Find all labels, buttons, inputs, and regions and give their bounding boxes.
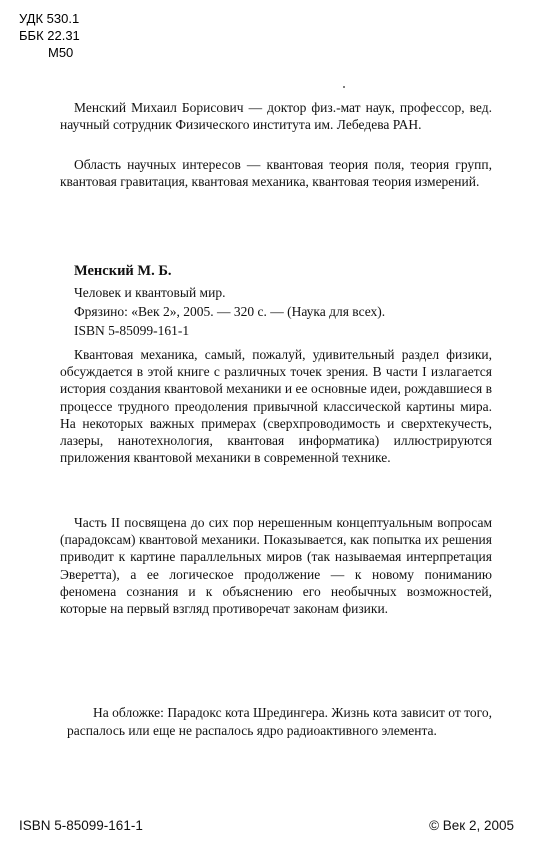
annotation-paragraph: Квантовая механика, самый, пожалуй, удивительный раздел физики, обсуждается в этой книге с различных точек зрения. В части I излагается история создания квантовой механики и ее основные идеи, рождавшиеся в процессе трудного преодоления привычной классической картины мира. На некоторых важных примерах (сверхпроводимость и сверхтекучесть, лазеры, нанотехнология, квантовая информатика) иллюстрируются приложения квантовой механики в современной технике. (60, 347, 492, 466)
print-speck (343, 86, 345, 88)
footer-isbn: ISBN 5-85099-161-1 (19, 818, 143, 833)
author-note: Менский Михаил Борисович — доктор физ.-мат наук, профессор, вед. научный сотрудник Физического института им. Лебедева РАН. (60, 100, 492, 132)
bibliographic-record (60, 262, 492, 340)
bbk-code: ББК 22.31 (19, 28, 80, 43)
footer-copyright: © Век 2, 2005 (429, 818, 514, 833)
udk-code: УДК 530.1 (19, 11, 80, 26)
biblio-title: Человек и квантовый мир. (74, 285, 226, 300)
biblio-imprint: Фрязино: «Век 2», 2005. — 320 с. — (Наука для всех). (74, 304, 386, 319)
biblio-author: Менский М. Б. (74, 263, 172, 279)
classification-codes (19, 10, 80, 61)
biblio-isbn: ISBN 5-85099-161-1 (74, 323, 190, 338)
footer (19, 818, 514, 833)
annotation-paragraph: Часть II посвящена до сих пор нерешенным концептуальным вопросам (парадоксам) квантовой механики. Показывается, как попытка их решения приводит к картине параллельных миров (так называемая интерпретация Эверетта), а ее логическое продолжение — к новому пониманию феномена сознания и к объяснению его необычных возможностей, которые на первый взгляд противоречат законам физики. (60, 515, 492, 617)
cover-note: На обложке: Парадокс кота Шредингера. Жизнь кота зависит от того, распалось или еще не распалось ядро радиоактивного элемента. (67, 705, 492, 738)
author-mark: М50 (48, 45, 74, 60)
interests-note: Область научных интересов — квантовая теория поля, теория групп, квантовая гравитация, квантовая механика, квантовая теория измерений. (60, 157, 492, 189)
